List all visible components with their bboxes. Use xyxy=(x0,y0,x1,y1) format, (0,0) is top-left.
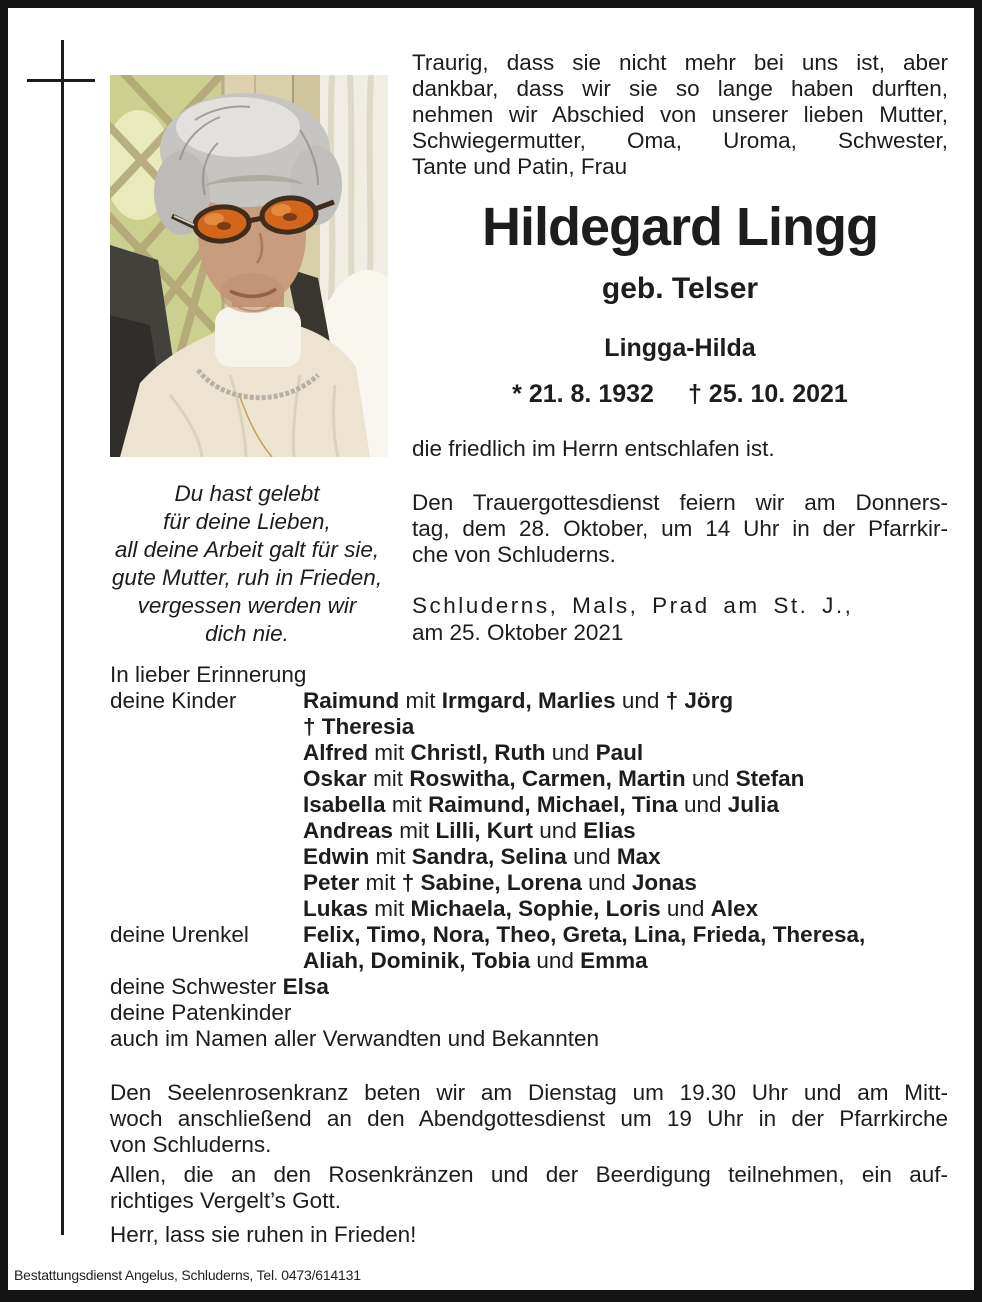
remembrance-section xyxy=(110,662,948,1052)
portrait-photo xyxy=(110,75,388,457)
closing-line: Herr, lass sie ruhen in Frieden! xyxy=(110,1222,417,1247)
memorial-verse: Du hast gelebt für deine Lieben, all deine Arbeit galt für sie, gute Mutter, ruh in Frieden, vergessen werden wir dich nie. xyxy=(111,481,383,646)
intro-paragraph: Traurig, dass sie nicht mehr bei uns ist, aber dankbar, dass wir sie so lange haben durften, nehmen wir Abschied von unserer lieben Mutter, Schwiegermutter, Oma, Uroma, Schwester, Tante und Patin, Frau xyxy=(412,50,948,179)
deceased-name: Hildegard Lingg xyxy=(482,197,878,257)
place-date-line: am 25. Oktober 2021 xyxy=(412,620,624,645)
urenkel-row xyxy=(110,922,948,974)
service-paragraph: Den Trauergottesdienst feiern wir am Donners- tag, dem 28. Oktober, um 14 Uhr in der Pfarrkir- che von Schluderns. xyxy=(412,490,948,567)
kinder-list: Raimund mit Irmgard, Marlies und † Jörg † Theresia Alfred mit Christl, Ruth und Paul Oskar mit Roswitha, Carmen, Martin und Stefan Isabella mit Raimund, Michael, Tina und Julia Andreas mit Lilli, Kurt und Elias Edwin mit Sandra, Selina und Max Peter mit † Sabine, Lorena und Jonas Lukas mit Michaela, Sophie, Loris und Alex xyxy=(303,688,805,921)
maiden-name: geb. Telser xyxy=(601,272,759,305)
remembrance-heading: In lieber Erinnerung xyxy=(110,662,307,687)
life-dates xyxy=(412,380,948,408)
nickname: Lingga-Hilda xyxy=(604,334,756,362)
entschlafen-line: die friedlich im Herrn entschlafen ist. xyxy=(412,436,775,461)
schwester-line: deine Schwester Elsa xyxy=(110,974,329,999)
patenkinder-line: deine Patenkinder xyxy=(110,1000,292,1025)
verwandte-line: auch im Namen aller Verwandten und Bekannten xyxy=(110,1026,600,1051)
kinder-label: deine Kinder xyxy=(110,688,237,713)
birth-date: * 21. 8. 1932 xyxy=(512,380,654,408)
funeral-service-footer: Bestattungsdienst Angelus, Schluderns, Tel. 0473/614131 xyxy=(14,1267,361,1283)
urenkel-list: Felix, Timo, Nora, Theo, Greta, Lina, Frieda, Theresa, Aliah, Dominik, Tobia und Emma xyxy=(303,922,866,973)
cross-horizontal-bar xyxy=(27,79,95,82)
urenkel-label: deine Urenkel xyxy=(110,922,249,947)
death-date: † 25. 10. 2021 xyxy=(687,380,848,408)
cross-vertical-bar xyxy=(61,40,64,1235)
thanks-paragraph: Allen, die an den Rosenkränzen und der Beerdigung teilnehmen, ein auf- richtiges Vergelt’s Gott. xyxy=(110,1162,948,1213)
places-line: Schluderns, Mals, Prad am St. J., xyxy=(412,593,854,618)
kinder-row xyxy=(110,688,948,922)
rosary-paragraph: Den Seelenrosenkranz beten wir am Dienstag um 19.30 Uhr und am Mitt- woch anschließend an den Abendgottesdienst um 19 Uhr in der Pfarrkirche von Schluderns. xyxy=(110,1080,948,1157)
